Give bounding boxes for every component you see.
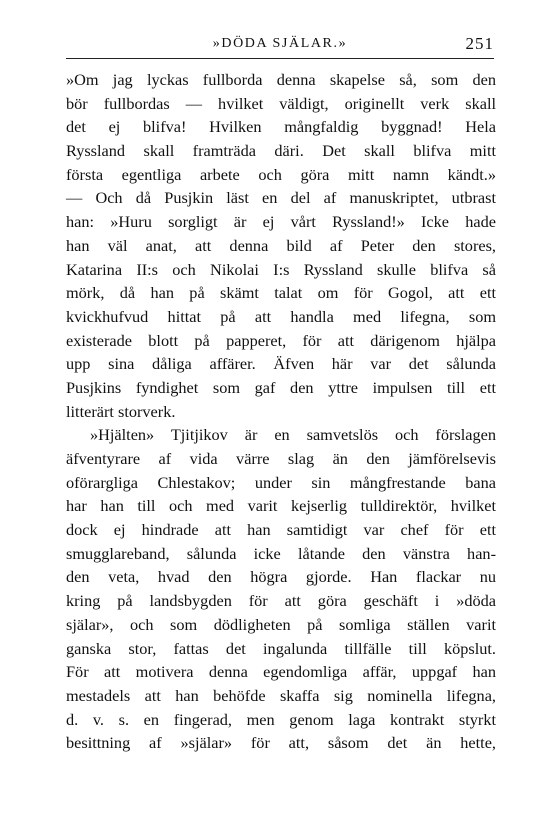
text-line: själar», och som dödligheten på somliga ställen varit [66, 614, 496, 634]
text-line: upp sina dåliga affärer. Äfven här var det sålunda [66, 354, 496, 374]
text-line: mörk, då han på skämt talat om för Gogol, att ett [66, 283, 496, 303]
body-text [66, 68, 496, 755]
text-line: den veta, hvad den högra gjorde. Han flackar nu [66, 567, 496, 587]
text-line: Pusjkins fyndighet som gaf den yttre impulsen till ett [66, 377, 496, 397]
page-number: 251 [465, 34, 494, 53]
text-line: besittning af »själar» för att, såsom det än hette, [66, 733, 496, 753]
running-title: »DÖDA SJÄLAR.» [212, 36, 348, 51]
text-line: första egentliga arbete och göra mitt namn kändt.» [66, 164, 496, 184]
text-line: Katarina II:s och Nikolai I:s Ryssland skulle blifva så [66, 259, 496, 279]
text-line: För att motivera denna egendomliga affär, uppgaf han [66, 662, 496, 682]
text-line: det ej blifva! Hvilken mångfaldig byggnad! Hela [66, 117, 496, 137]
text-line: d. v. s. en fingerad, men genom laga kontrakt styrkt [66, 709, 496, 729]
text-line: existerade blott på papperet, för att därigenom hjälpa [66, 330, 496, 350]
text-line: kring på landsbygden för att göra geschäft i »döda [66, 591, 496, 611]
running-head [0, 32, 560, 56]
text-line: oförargliga Chlestakov; under sin mångfrestande bana [66, 472, 496, 492]
text-line: mestadels att han behöfde skaffa sig nominella lifegna, [66, 685, 496, 705]
text-line: smugglareband, sålunda icke låtande den vänstra han- [66, 543, 496, 563]
text-line: »Om jag lyckas fullborda denna skapelse så, som den [66, 70, 496, 89]
text-line: har han till och med varit kejserlig tulldirektör, hvilket [66, 496, 496, 516]
text-line: bör fullbordas — hvilket väldigt, originellt verk skall [66, 93, 496, 113]
text-line: — Och då Pusjkin läst en del af manuskriptet, utbrast [66, 188, 496, 208]
header-rule [66, 58, 494, 59]
paragraph-start-line: »Hjälten» Tjitjikov är en samvetslös och förslagen [90, 425, 496, 445]
text-line: Ryssland skall framträda däri. Det skall blifva mitt [66, 141, 496, 161]
text-line: dock ej hindrade att han samtidigt var chef för ett [66, 520, 496, 540]
text-line: han väl anat, att denna bild af Peter den stores, [66, 235, 496, 255]
text-line: kvickhufvud hittat på att handla med lifegna, som [66, 306, 496, 326]
text-line: ganska stor, fattas det ingalunda tillfälle till köpslut. [66, 638, 496, 658]
text-line: äfventyrare af vida värre slag än den jämförelsevis [66, 449, 496, 468]
text-line: han: »Huru sorgligt är ej vårt Ryssland!» Icke hade [66, 212, 496, 232]
paragraph-end-line: litterärt storverk. [66, 401, 176, 421]
